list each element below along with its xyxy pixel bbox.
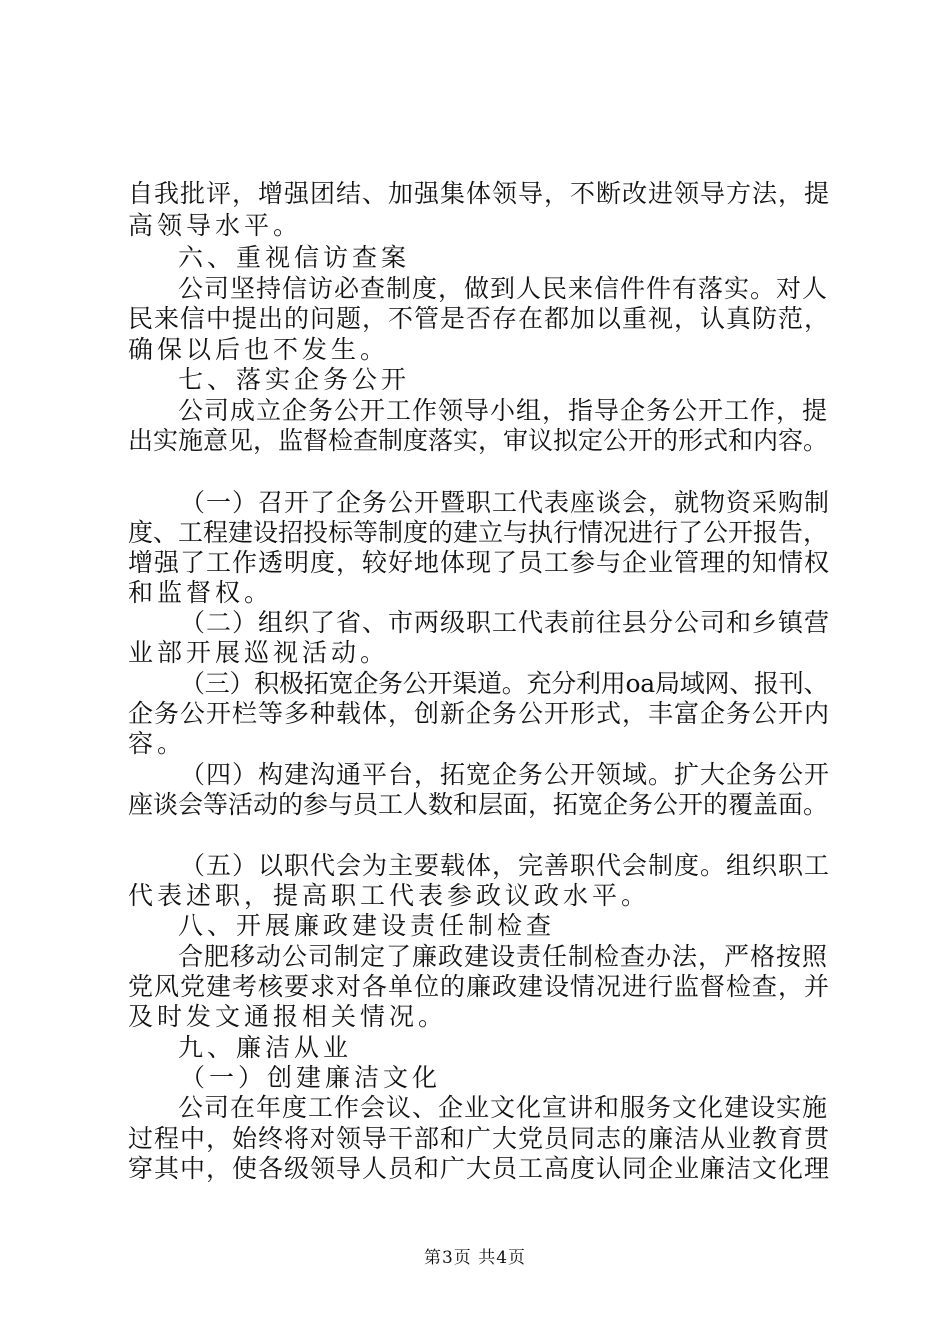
body-text-line: 企务公开栏等多种载体，创新企务公开形式，丰富企务公开内 (128, 699, 831, 728)
body-text-line: 和监督权。 (128, 578, 274, 607)
body-text-line: 民来信中提出的问题，不管是否存在都加以重视，认真防范， (128, 304, 831, 333)
body-text-line: 高领导水平。 (128, 211, 303, 240)
section-heading: 七、落实企务公开 (178, 365, 411, 394)
subsection-heading: （一）创建廉洁文化 (180, 1063, 442, 1092)
body-text-line: 度、工程建设招投标等制度的建立与执行情况进行了公开报告， (128, 518, 829, 547)
section-heading: 八、开展廉政建设责任制检查 (178, 911, 556, 940)
body-text-line: 自我批评，增强团结、加强集体领导，不断改进领导方法，提 (128, 179, 831, 208)
body-text-line: （一）召开了企务公开暨职工代表座谈会，就物资采购制 (180, 488, 831, 517)
page-number-footer: 第3页 共4页 (423, 1248, 527, 1268)
section-heading: 六、重视信访查案 (178, 243, 411, 272)
body-text-line: 座谈会等活动的参与员工人数和层面，拓宽企务公开的覆盖面。 (128, 790, 829, 819)
body-text-line: 容。 (128, 729, 187, 758)
body-text-line: 合肥移动公司制定了廉政建设责任制检查办法，严格按照 (178, 942, 829, 971)
body-text-line: 公司成立企务公开工作领导小组，指导企务公开工作，提 (178, 396, 829, 425)
section-heading: 九、廉洁从业 (178, 1033, 353, 1062)
body-text-line: （五）以职代会为主要载体，完善职代会制度。组织职工 (180, 851, 831, 880)
body-text-line: 公司坚持信访必查制度，做到人民来信件件有落实。对人 (178, 274, 829, 303)
body-text-line: 及时发文通报相关情况。 (128, 1002, 448, 1031)
body-text-line: 过程中，始终将对领导干部和广大党员同志的廉洁从业教育贯 (128, 1124, 831, 1153)
body-text-line: 确保以后也不发生。 (128, 335, 390, 364)
body-text-line: 增强了工作透明度，较好地体现了员工参与企业管理的知情权 (128, 548, 831, 577)
body-text-line: 业部开展巡视活动。 (128, 638, 390, 667)
body-text-line: （三）积极拓宽企务公开渠道。充分利用oa局域网、报刊、 (180, 669, 829, 698)
body-text-line: （二）组织了省、市两级职工代表前往县分公司和乡镇营 (180, 608, 831, 637)
body-text-line: 出实施意见，监督检查制度落实，审议拟定公开的形式和内容。 (128, 426, 829, 455)
body-text-line: 党风党建考核要求对各单位的廉政建设情况进行监督检查，并 (128, 972, 831, 1001)
body-text-line: 代表述职，提高职工代表参政议政水平。 (128, 881, 651, 910)
body-text-line: （四）构建沟通平台，拓宽企务公开领域。扩大企务公开 (180, 760, 831, 789)
body-text-line: 穿其中，使各级领导人员和广大员工高度认同企业廉洁文化理 (128, 1154, 831, 1183)
body-text-line: 公司在年度工作会议、企业文化宣讲和服务文化建设实施 (178, 1093, 829, 1122)
